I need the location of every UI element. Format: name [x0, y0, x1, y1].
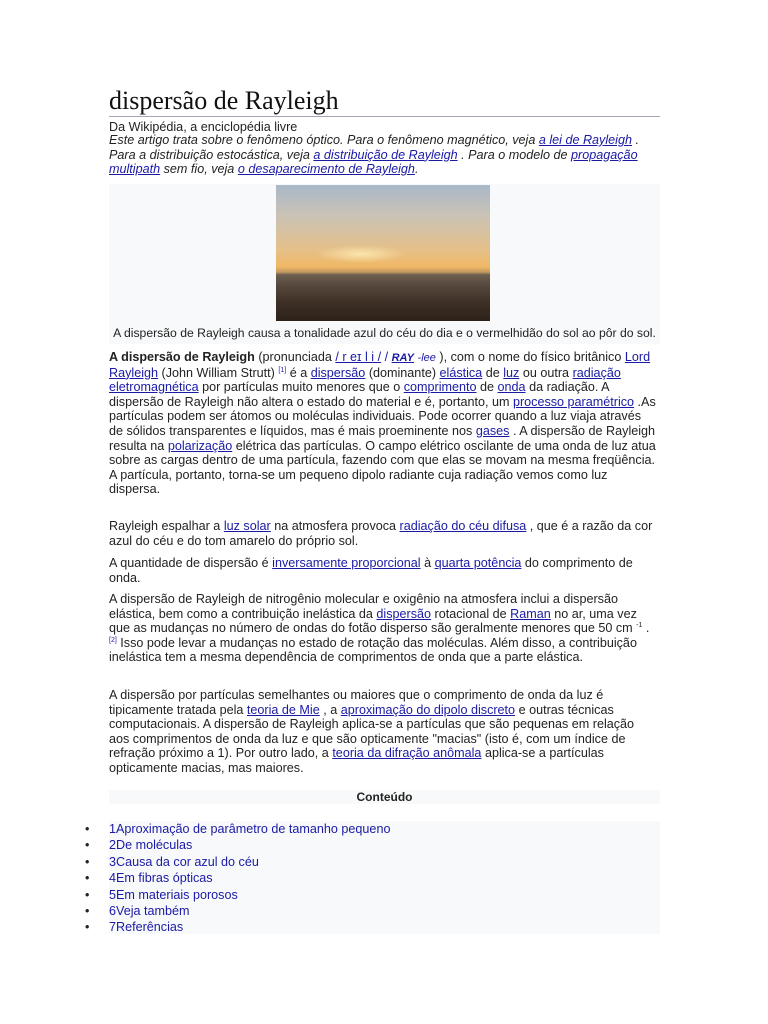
link-desaparecimento-de-rayleigh[interactable]: o desaparecimento de Rayleigh	[237, 162, 415, 177]
link-propagacao-multipath[interactable]: propagação multipath	[109, 147, 638, 177]
title-divider	[109, 116, 660, 117]
text: Rayleigh espalhar a	[109, 519, 221, 533]
hatnote	[109, 133, 659, 177]
text: por partículas muito menores que o	[202, 380, 401, 395]
bullet-icon: •	[85, 920, 90, 935]
hatnote-text: . Para a distribuição estocástica, veja	[109, 133, 639, 162]
link-ipa[interactable]: / r eɪ l i /	[335, 350, 382, 364]
link-aproximacao-dipolo-discreto[interactable]: aproximação do dipolo discreto	[340, 702, 516, 717]
text: . A dispersão de Rayleigh resulta na	[109, 423, 656, 453]
text: é a	[289, 365, 308, 380]
bullet-icon: •	[85, 838, 90, 853]
reference-2[interactable]: [2]	[109, 636, 117, 644]
hatnote-text: .	[414, 162, 419, 177]
link-raman[interactable]: Raman	[510, 606, 551, 621]
text: .	[645, 621, 650, 636]
link-lei-de-rayleigh[interactable]: a lei de Rayleigh	[538, 133, 632, 147]
table-of-contents	[85, 821, 391, 936]
toc-item-label: 7Referências	[109, 920, 184, 935]
reference-1[interactable]: [1]	[278, 366, 287, 374]
bullet-icon: •	[85, 822, 90, 836]
text: aplica-se a partículas opticamente macias, mas maiores.	[109, 746, 604, 775]
text: A quantidade de dispersão é	[109, 556, 269, 570]
toc-item-label: 2De moléculas	[109, 838, 193, 853]
link-gases[interactable]: gases	[475, 423, 510, 438]
text: , que é a razão da cor azul do céu e do tom amarelo do próprio sol.	[109, 519, 653, 548]
toc-heading: Conteúdo	[109, 790, 660, 804]
text: A dispersão por partículas semelhantes ou maiores que o comprimento de onda da luz é tipicamente tratada pela	[109, 688, 604, 717]
paragraph-molecular	[109, 592, 657, 665]
toc-item[interactable]	[85, 887, 390, 903]
link-comprimento[interactable]: comprimento	[403, 380, 477, 395]
text: (dominante)	[368, 365, 437, 380]
text: de	[485, 365, 500, 380]
toc-item[interactable]	[85, 821, 391, 837]
hatnote-text: sem fio, veja	[163, 162, 235, 177]
page-title: dispersão de Rayleigh	[109, 86, 339, 115]
hatnote-text: Este artigo trata sobre o fenômeno óptico. Para o fenômeno magnético, veja	[109, 133, 536, 147]
text: no ar, uma vez que as mudanças no número de ondas do fotão disperso são geralmente menores que 50 cm	[109, 606, 637, 636]
text: A dispersão de Rayleigh de nitrogênio molecular e oxigênio na atmosfera inclui a dispersão elástica, bem como a contribuição inelástica da	[109, 592, 618, 621]
toc-item[interactable]	[85, 903, 390, 919]
link-inversamente-proporcional[interactable]: inversamente proporcional	[272, 556, 421, 570]
bold-term: A dispersão de Rayleigh	[109, 350, 255, 364]
toc-item[interactable]	[85, 854, 390, 870]
bullet-icon: •	[85, 854, 90, 869]
link-quarta-potencia[interactable]: quarta potência	[434, 556, 522, 570]
toc-item[interactable]	[85, 919, 390, 935]
toc-item-label: 4Em fibras ópticas	[109, 871, 213, 886]
toc-item-label: 1Aproximação de parâmetro de tamanho pequeno	[109, 822, 391, 836]
text: do comprimento de onda.	[109, 556, 633, 585]
figure-caption: A dispersão de Rayleigh causa a tonalidade azul do céu do dia e o vermelhidão do sol ao pôr do sol.	[113, 326, 656, 340]
paragraph-quantity	[109, 556, 657, 585]
text: rotacional de	[434, 606, 507, 621]
site-subtitle: Da Wikipédia, a enciclopédia livre	[109, 120, 298, 134]
link-teoria-de-mie[interactable]: teoria de Mie	[246, 702, 320, 717]
link-dispersao-raman[interactable]: dispersão	[376, 606, 432, 621]
text: ), com o nome do físico britânico	[439, 350, 622, 364]
text: à	[424, 556, 432, 570]
link-luz[interactable]: luz	[503, 365, 520, 380]
hatnote-text: . Para o modelo de	[461, 147, 568, 162]
link-lord-rayleigh[interactable]: Lord Rayleigh	[109, 350, 651, 380]
text: (pronunciada	[258, 350, 332, 364]
text: de	[480, 380, 495, 395]
text: .As partículas podem ser átomos ou moléculas individuais. Pode ocorrer quando a luz viaja através de sólidos transparentes e líquidos, mas é mais proeminente nos	[109, 394, 656, 438]
toc-item[interactable]	[85, 837, 390, 853]
link-distribuicao-de-rayleigh[interactable]: a distribuição de Rayleigh	[313, 147, 458, 162]
toc-item-label: 6Veja também	[109, 903, 190, 918]
link-dispersao[interactable]: dispersão	[310, 365, 366, 380]
bullet-icon: •	[85, 871, 90, 886]
link-teoria-difracao-anomala[interactable]: teoria da difração anômala	[332, 746, 482, 761]
toc-item[interactable]	[85, 870, 390, 886]
bullet-icon: •	[85, 887, 90, 902]
link-pronunciation-lee[interactable]: -lee	[417, 352, 436, 364]
text: (John William Strutt)	[161, 365, 275, 380]
text: na atmosfera provoca	[274, 519, 397, 533]
link-luz-solar[interactable]: luz solar	[223, 519, 271, 533]
sun-glare	[316, 245, 406, 263]
paragraph-mie	[109, 688, 657, 776]
paragraph-sky	[109, 519, 657, 548]
toc-item-label: 3Causa da cor azul do céu	[109, 854, 259, 869]
superscript: -1	[636, 622, 643, 629]
figure	[109, 184, 660, 344]
text: ou outra	[522, 365, 570, 380]
text: da radiação. A dispersão de Rayleigh não altera o estado do material e é, portanto, um	[109, 380, 609, 409]
link-radiacao-eletromagnetica[interactable]: radiação eletromagnética	[109, 365, 621, 395]
link-polarizacao[interactable]: polarização	[167, 438, 233, 453]
text: Isso pode levar a mudanças no estado de rotação das moléculas. Além disso, a contribuição inelástica tem a mesma dependência de comprimentos de onda que a parte elástica.	[109, 635, 637, 665]
link-onda[interactable]: onda	[497, 380, 526, 395]
link-elastica[interactable]: elástica	[439, 365, 483, 380]
sunset-photo[interactable]	[276, 185, 490, 321]
bullet-icon: •	[85, 903, 90, 918]
link-radiacao-ceu-difusa[interactable]: radiação do céu difusa	[399, 519, 527, 533]
link-processo-parametrico[interactable]: processo paramétrico	[512, 394, 635, 409]
text: , a	[323, 702, 338, 717]
link-pronunciation-ray[interactable]: RAY	[391, 352, 415, 364]
text: e outras técnicas computacionais. A dispersão de Rayleigh aplica-se a partículas que são pequenas em relação aos comprimentos de onda da luz e que são opticamente "macias" (isto é, com um índice de refração próximo a 1). Por outro lado, a	[109, 702, 635, 761]
text: elétrica das partículas. O campo elétrico oscilante de uma onda de luz atua sobre as cargas dentro de uma partícula, fazendo com que elas se movam na mesma freqüência. A partícula, portanto, torna-se um pequeno dipolo radiante cuja radiação vemos como luz dispersa.	[109, 438, 656, 497]
toc-item-label: 5Em materiais porosos	[109, 887, 238, 902]
paragraph-intro: A dispersão de Rayleigh (pronunciada / r eɪ l i / / RAY -lee ), com o nome do físico britânico Lord Rayleigh (John William Strutt) [1] é a dispersão (dominante) elástica de luz ou outra radiação eletromagnética por partículas muito menores que o comprimento de onda da radiação. A dispersão de Rayleigh não altera o estado do material e é, portanto, um processo paramétrico .As partículas podem ser átomos ou moléculas individuais. Pode ocorrer quando a luz viaja através de sólidos transparentes e líquidos, mas é mais proeminente nos gases . A dispersão de Rayleigh resulta na polarização elétrica das partículas. O campo elétrico oscilante de uma onda de luz atua sobre as cargas dentro de uma partícula, fazendo com que elas se movam na mesma freqüência. A partícula, portanto, torna-se um pequeno dipolo radiante cuja radiação vemos como luz dispersa.	[109, 350, 656, 497]
